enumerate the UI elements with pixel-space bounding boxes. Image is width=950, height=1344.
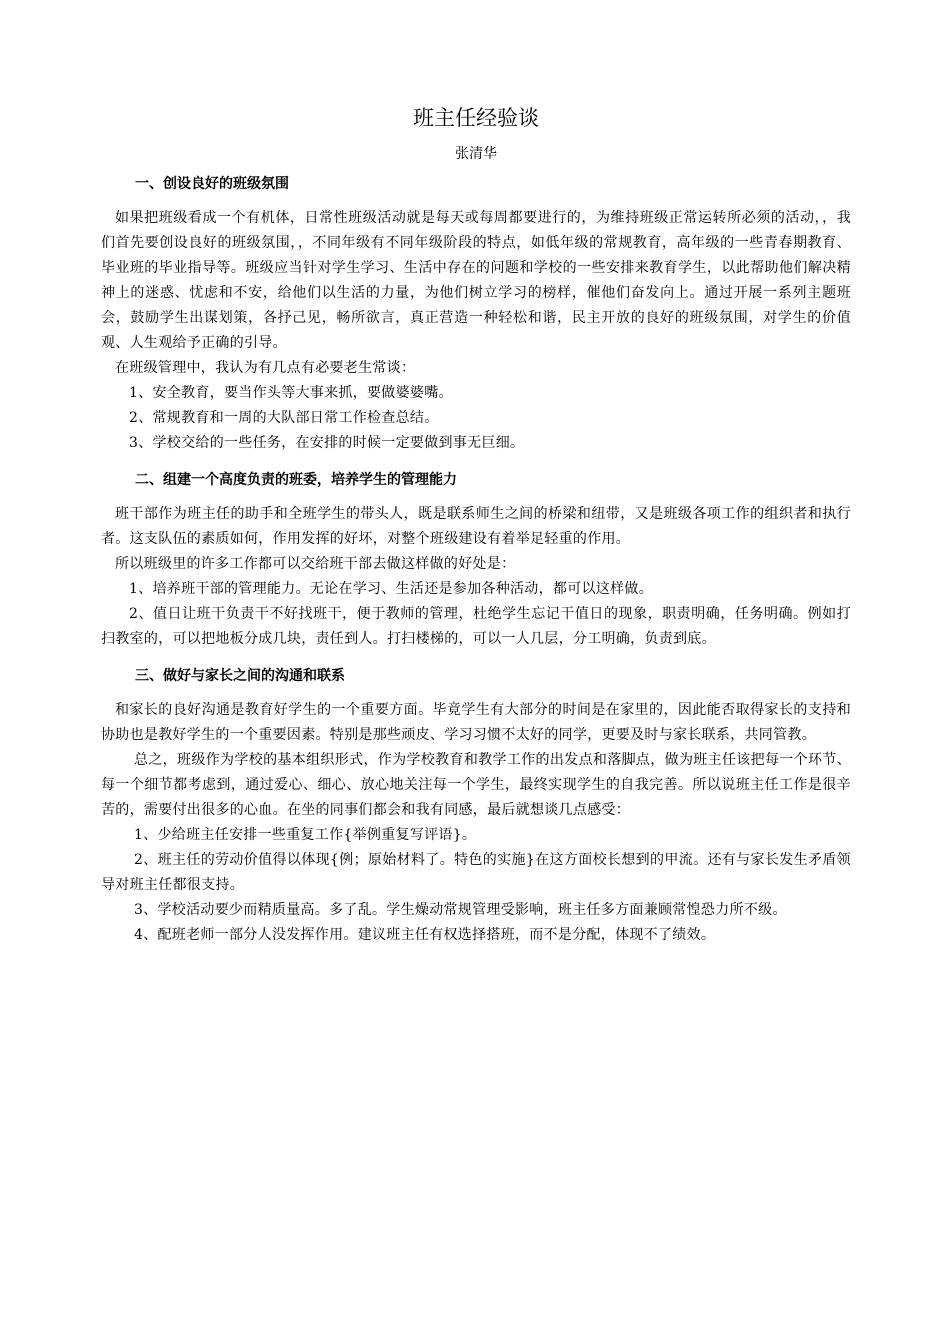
section-3-list-item-1: 1、少给班主任安排一些重复工作{举例重复写评语}。 xyxy=(134,827,477,843)
document-author: 张清华 xyxy=(455,146,497,162)
section-3-paragraph-2: 总之，班级作为学校的基本组织形式，作为学校教育和教学工作的出发点和落脚点，做为班主任该把每一个环节、每一个细节都考虑到，通过爱心、细心、放心地关注每一个学生，最终实现学生的自我完善。所以说班主任工作是很辛苦的，需要付出很多的心血。在坐的同事们都会和我有同感，最后就想谈几点感受： xyxy=(101,752,851,818)
document-title: 班主任经验谈 xyxy=(413,106,539,130)
section-3-list-item-4: 4、配班老师一部分人没发挥作用。建议班主任有权选择搭班，而不是分配，体现不了绩效。 xyxy=(134,927,716,943)
section-2-paragraph-2: 所以班级里的许多工作都可以交给班干部去做这样做的好处是： xyxy=(115,556,516,572)
section-3-list-item-3: 3、学校活动要少而精质量高。多了乱。学生燥动常规管理受影响，班主任多方面兼顾常惶恐力所不级。 xyxy=(134,902,787,918)
section-heading-3: 三、做好与家长之间的沟通和联系 xyxy=(135,668,345,684)
section-3-list-item-2: 2、班主任的劳动价值得以体现{例；原始材料了。特色的实施}在这方面校长想到的甲流。还有与家长发生矛盾领导对班主任都很支持。 xyxy=(101,852,851,893)
section-2-list-item-1: 1、培养班干部的管理能力。无论在学习、生活还是参加各种活动，都可以这样做。 xyxy=(129,581,654,597)
section-heading-2: 二、组建一个高度负责的班委，培养学生的管理能力 xyxy=(135,472,457,488)
section-1-list-item-3: 3、学校交给的一些任务，在安排的时候一定要做到事无巨细。 xyxy=(129,435,525,451)
section-1-paragraph-1: 如果把班级看成一个有机体，日常性班级活动就是每天或每周都要进行的，为维持班级正常运转所必须的活动，，我们首先要创设良好的班级氛围，，不同年级有不同年级阶段的特点，如低年级的常规教育，高年级的一些青春期教育、毕业班的毕业指导等。班级应当针对学生学习、生活中存在的问题和学校的一些安排来教育学生，以此帮助他们解决精神上的迷惑、忧虑和不安，给他们以生活的力量，为他们树立学习的榜样，催他们奋发向上。通过开展一系列主题班会，鼓励学生出谋划策，各抒己见，畅所欲言，真正营造一种轻松和谐，民主开放的良好的班级氛围，对学生的价值观、人生观给予正确的引导。 xyxy=(101,210,851,351)
section-1-list-item-2: 2、常规教育和一周的大队部日常工作检查总结。 xyxy=(129,410,439,426)
section-1-paragraph-2: 在班级管理中，我认为有几点有必要老生常谈： xyxy=(115,360,416,376)
document-page xyxy=(101,104,851,948)
section-heading-1: 一、创设良好的班级氛围 xyxy=(135,176,289,192)
section-2-list-item-2: 2、值日让班干负责干不好找班干，便于教师的管理，杜绝学生忘记干值日的现象，职责明确，任务明确。例如打扫教室的，可以把地板分成几块，责任到人。打扫楼梯的，可以一人几层，分工明确，负责到底。 xyxy=(101,606,851,647)
section-2-paragraph-1: 班干部作为班主任的助手和全班学生的带头人，既是联系师生之间的桥梁和纽带，又是班级各项工作的组织者和执行者。这支队伍的素质如何，作用发挥的好坏，对整个班级建设有着举足轻重的作用。 xyxy=(101,506,851,547)
section-3-paragraph-1: 和家长的良好沟通是教育好学生的一个重要方面。毕竟学生有大部分的时间是在家里的，因此能否取得家长的支持和协助也是教好学生的一个重要因素。特别是那些顽皮、学习习惯不太好的同学，更要及时与家长联系，共同管教。 xyxy=(101,702,851,743)
section-1-list-item-1: 1、安全教育，要当作头等大事来抓，要做婆婆嘴。 xyxy=(129,385,453,401)
